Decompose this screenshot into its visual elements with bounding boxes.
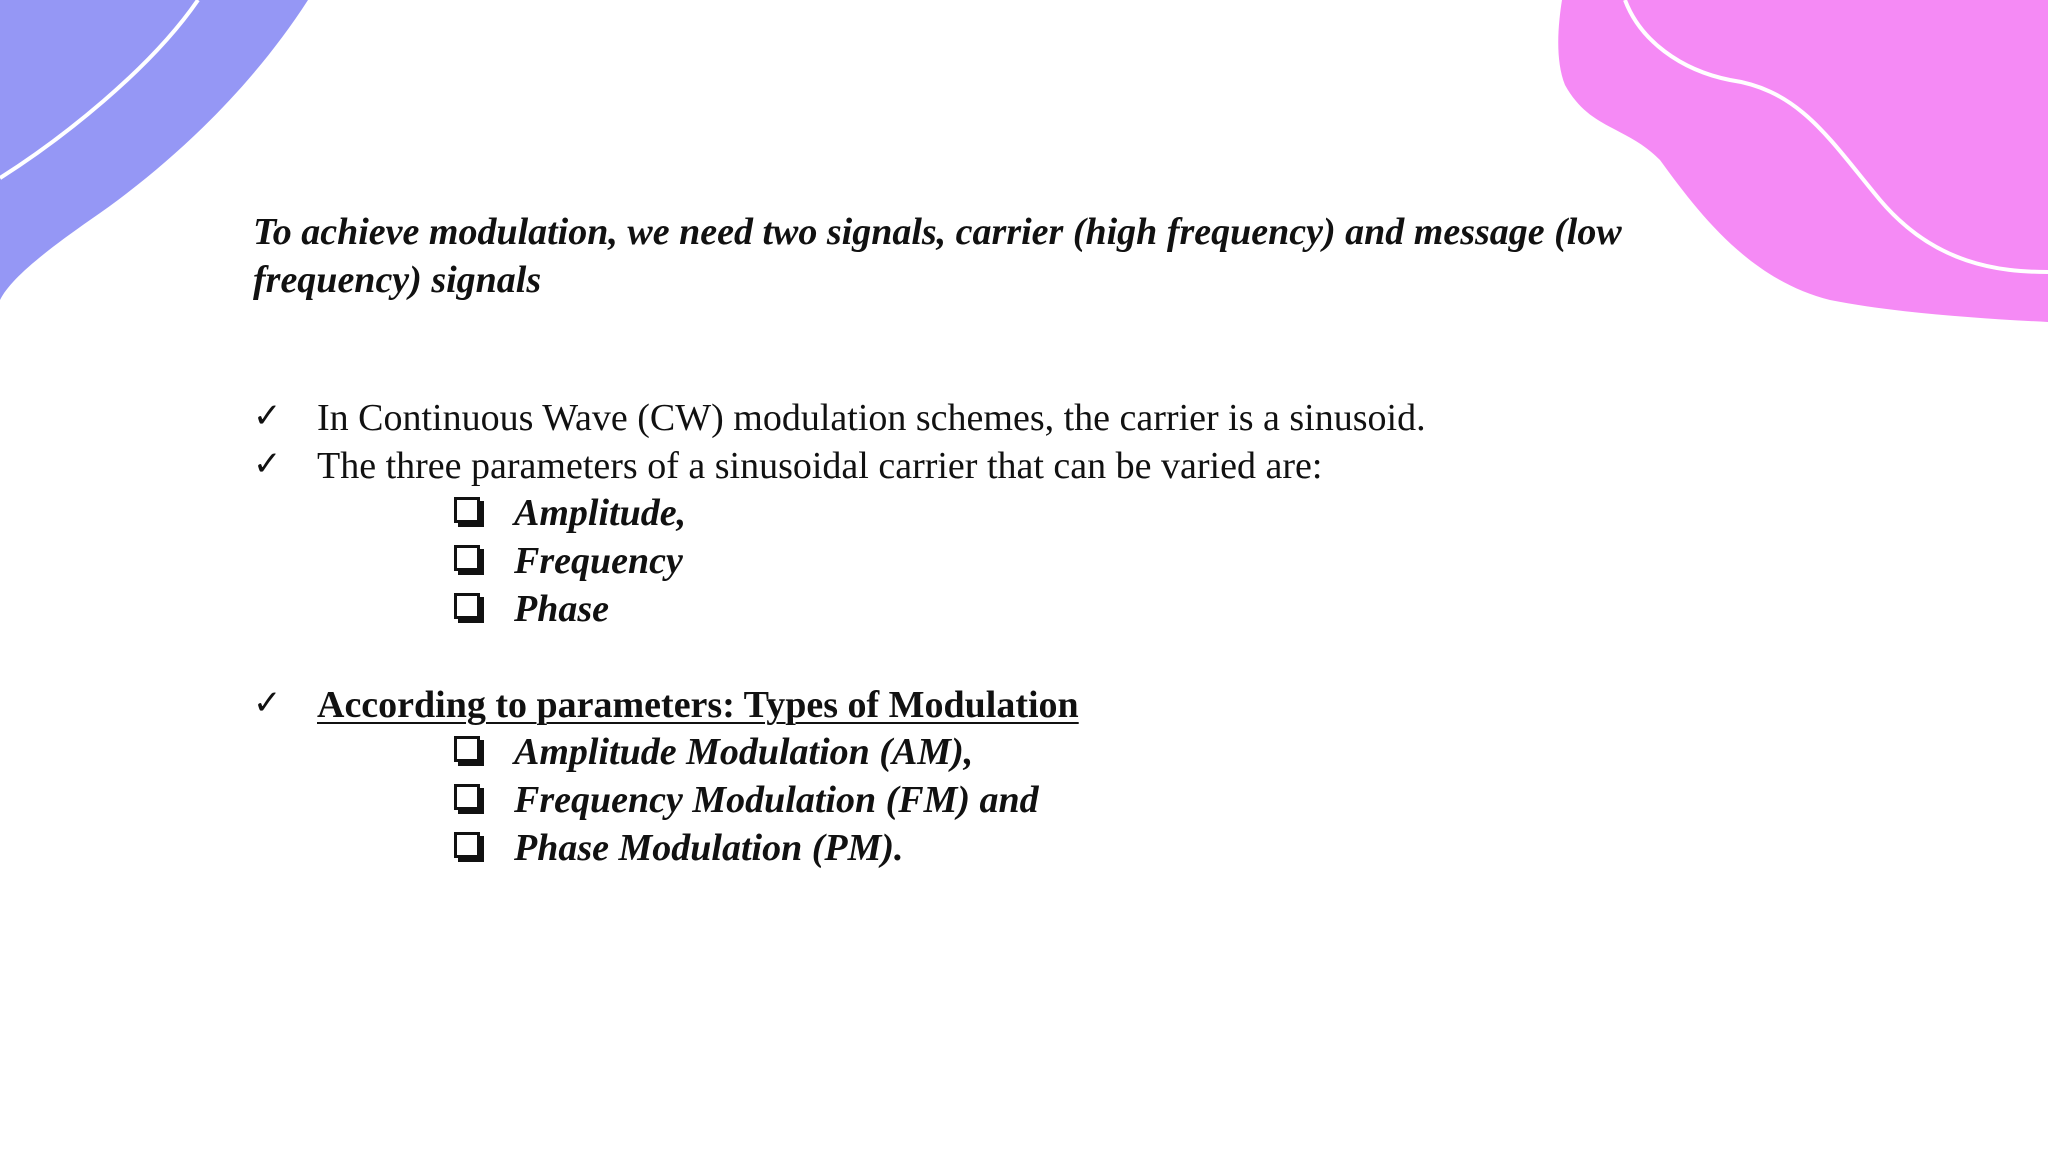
bullet-carrier-parameters: The three parameters of a sinusoidal carrier that can be varied are: [317, 445, 1323, 487]
checkmark-icon: ✓ [253, 683, 282, 723]
bullet-types-of-modulation-heading: According to parameters: Types of Modulation [317, 684, 1079, 726]
checkbox-square-icon [454, 497, 480, 523]
sub-item-frequency: Frequency [514, 540, 683, 582]
sub-item-phase: Phase [514, 588, 609, 630]
bullet-cw-carrier: In Continuous Wave (CW) modulation schemes, the carrier is a sinusoid. [317, 397, 1426, 439]
checkmark-icon: ✓ [253, 444, 282, 484]
sub-item-amplitude: Amplitude, [514, 492, 687, 534]
checkbox-square-icon [454, 545, 480, 571]
checkmark-icon: ✓ [253, 396, 282, 436]
checkbox-square-icon [454, 736, 480, 762]
checkbox-square-icon [454, 784, 480, 810]
checkbox-square-icon [454, 832, 480, 858]
checkbox-square-icon [454, 593, 480, 619]
sub-item-pm: Phase Modulation (PM). [514, 827, 904, 869]
intro-paragraph: To achieve modulation, we need two signals, carrier (high frequency) and message (low frequency) signals [253, 211, 1622, 301]
sub-item-fm: Frequency Modulation (FM) and [514, 779, 1039, 821]
sub-item-am: Amplitude Modulation (AM), [514, 731, 974, 773]
